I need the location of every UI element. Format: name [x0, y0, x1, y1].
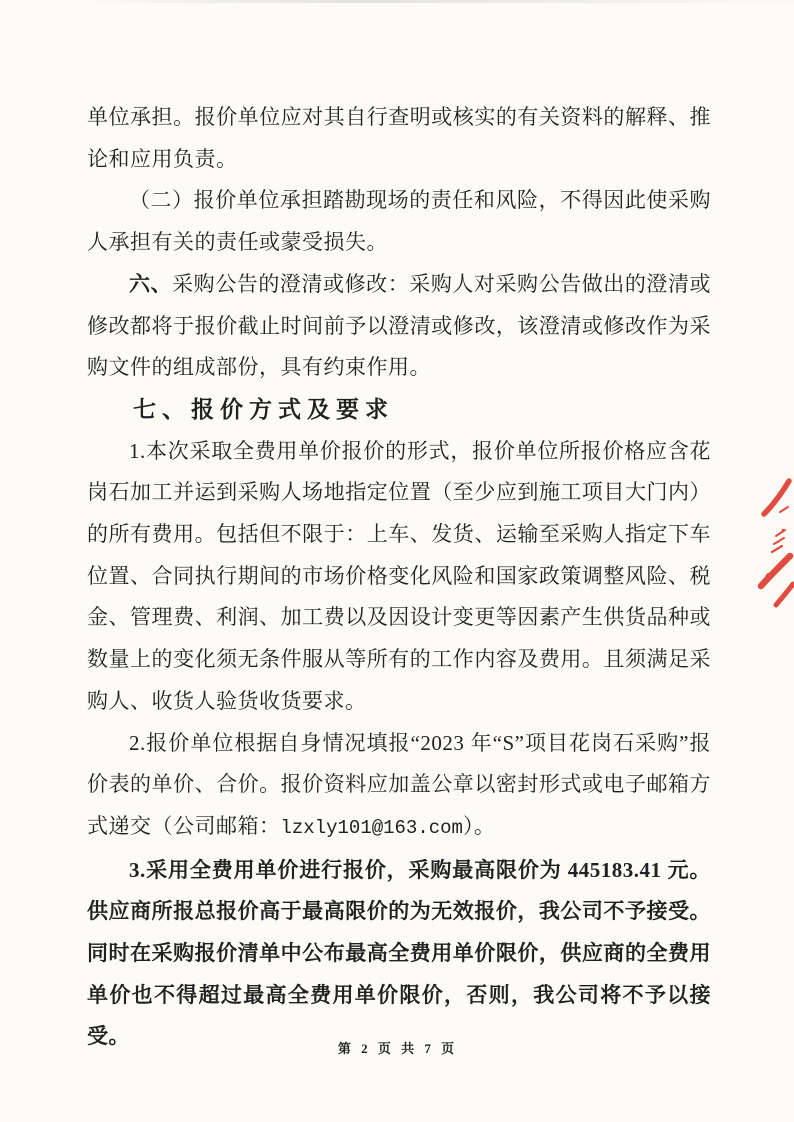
page-number: 第 2 页 共 7 页 — [337, 1041, 457, 1056]
scan-artifact — [0, 0, 794, 3]
text-run: （二）报价单位承担踏勘现场的责任和风险，不得因此使采购人承担有关的责任或蒙受损失。 — [87, 188, 711, 255]
para-continuation — [87, 97, 711, 180]
text-run: 3.采用全费用单价进行报价，采购最高限价为 445183.41 元。供应商所报总报价高于最高限价的为无效报价，我公司不予接受。同时在采购报价清单中公布最高全费用单价限价，供应商的全费用单价也不得超过最高全费用单价限价，否则，我公司将不予以接受。 — [87, 857, 711, 1049]
document-body — [87, 97, 711, 1058]
text-run: 六、 — [129, 272, 173, 296]
text-run: ）。 — [462, 813, 496, 838]
para-7-3 — [87, 850, 711, 1059]
email-text: lzxly101@163.com — [280, 816, 463, 839]
text-run: 2.报价单位根据自身情况填报“2023 年“S”项目花岗石采购”报价表的单价、合价。报价资料应加盖公章以密封形式或电子邮箱方式递交（公司邮箱： — [87, 730, 711, 838]
heading-section-7 — [87, 389, 711, 431]
para-item-2 — [87, 180, 711, 263]
text-run: 采购公告的澄清或修改：采购人对采购公告做出的澄清或修改都将于报价截止时间前予以澄清或修改，该澄清或修改作为采购文件的组成部份，具有约束作用。 — [87, 271, 712, 380]
para-7-1 — [87, 431, 711, 723]
para-section-6 — [87, 264, 711, 389]
text-run: 1.本次采取全费用单价报价的形式，报价单位所报价格应含花岗石加工并运到采购人场地指定位置（至少应到施工项目大门内）的所有费用。包括但不限于：上车、发货、运输至采购人指定下车位置、合同执行期间的市场价格变化风险和国家政策调整风险、税金、管理费、利润、加工费以及因设计变更等因素产生供货品种或数量上的变化须无条件服从等所有的工作内容及费用。且须满足采购人、收货人验货收货要求。 — [87, 438, 711, 713]
para-7-2 — [87, 723, 711, 850]
text-run: 七、报价方式及要求 — [133, 395, 394, 422]
text-run: 单位承担。报价单位应对其自行查明或核实的有关资料的解释、推论和应用负责。 — [87, 105, 711, 171]
red-seal-stamp-fragment — [756, 474, 794, 608]
